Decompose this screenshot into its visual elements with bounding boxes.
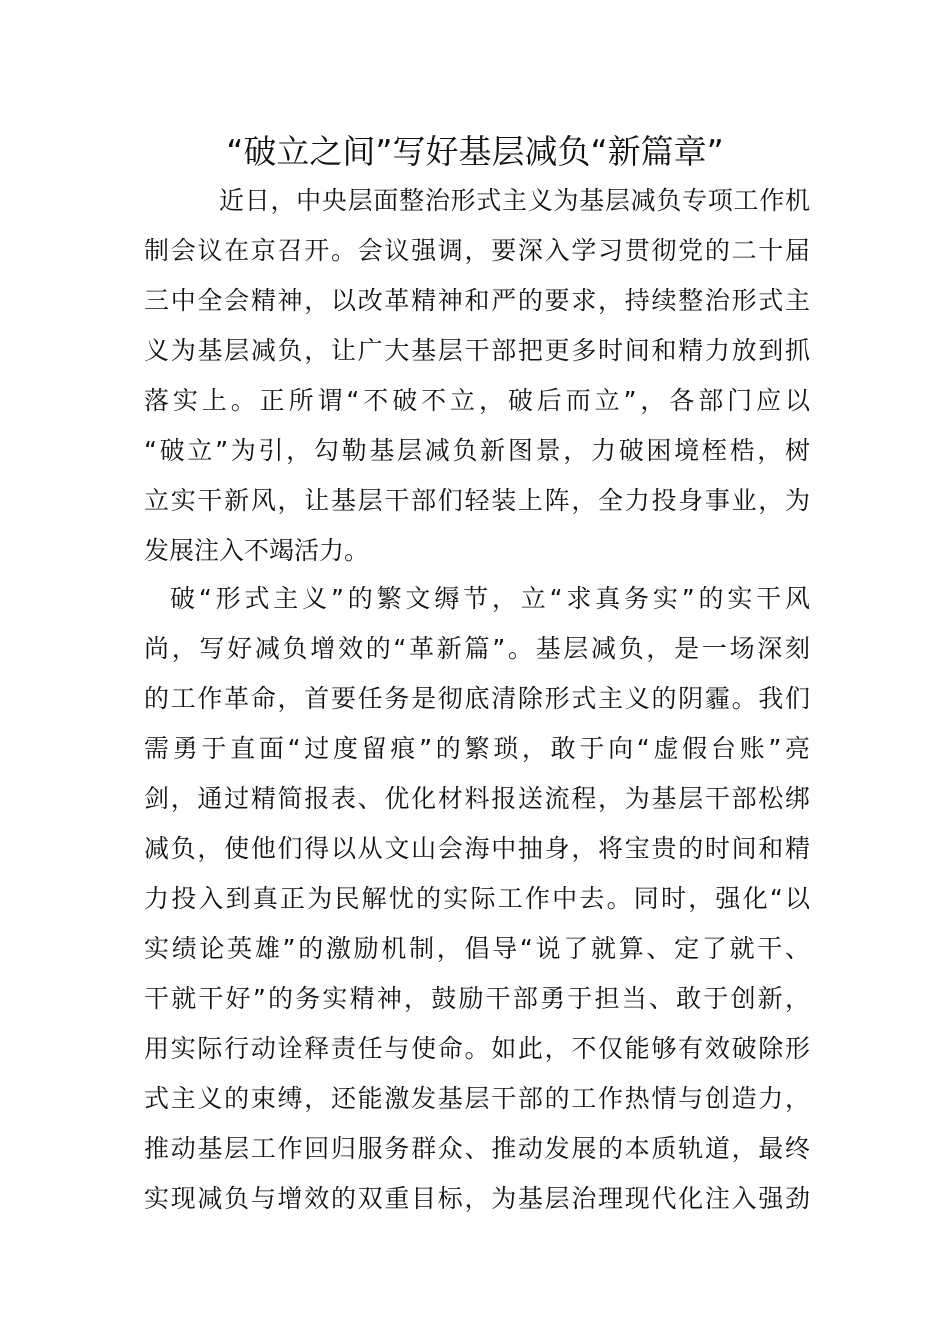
paragraph-line: 需勇于直面“过度留痕”的繁琐，敢于向“虚假台账”亮 — [144, 734, 810, 763]
paragraph-line: 制会议在京召开。会议强调，要深入学习贯彻党的二十届 — [144, 236, 810, 265]
paragraph-line: 干就干好”的务实精神，鼓励干部勇于担当、敢于创新， — [144, 984, 810, 1013]
paragraph-line: 减负，使他们得以从文山会海中抽身，将宝贵的时间和精 — [144, 834, 810, 863]
paragraph-line: 落实上。正所谓“不破不立，破后而立”，各部门应以 — [144, 386, 810, 415]
paragraph-line: 推动基层工作回归服务群众、推动发展的本质轨道，最终 — [144, 1134, 810, 1163]
paragraph-line: 义为基层减负，让广大基层干部把更多时间和精力放到抓 — [144, 336, 810, 365]
paragraph-line: 实现减负与增效的双重目标，为基层治理现代化注入强劲 — [144, 1184, 810, 1213]
paragraph-line: 破“形式主义”的繁文缛节，立“求真务实”的实干风 — [170, 584, 810, 613]
paragraph-line: 发展注入不竭活力。 — [144, 536, 370, 565]
paragraph-line: 实绩论英雄”的激励机制，倡导“说了就算、定了就干、 — [144, 934, 810, 963]
paragraph-line: 剑，通过精简报表、优化材料报送流程，为基层干部松绑 — [144, 784, 810, 813]
paragraph-line: 近日，中央层面整治形式主义为基层减负专项工作机 — [219, 186, 810, 215]
document-title: “破立之间”写好基层减负“新篇章” — [226, 132, 724, 171]
paragraph-line: 立实干新风，让基层干部们轻装上阵，全力投身事业，为 — [144, 486, 810, 515]
paragraph-line: 用实际行动诠释责任与使命。如此，不仅能够有效破除形 — [144, 1034, 810, 1063]
paragraph-line: “破立”为引，勾勒基层减负新图景，力破困境桎梏，树 — [144, 436, 810, 465]
paragraph-line: 三中全会精神，以改革精神和严的要求，持续整治形式主 — [144, 286, 810, 315]
paragraph-line: 的工作革命，首要任务是彻底清除形式主义的阴霾。我们 — [144, 684, 810, 713]
paragraph-1 — [144, 176, 810, 576]
paragraph-line: 式主义的束缚，还能激发基层干部的工作热情与创造力， — [144, 1084, 810, 1113]
paragraph-line: 力投入到真正为民解忧的实际工作中去。同时，强化“以 — [144, 884, 810, 913]
paragraph-2 — [144, 574, 810, 1224]
paragraph-line: 尚，写好减负增效的“革新篇”。基层减负，是一场深刻 — [144, 634, 810, 663]
